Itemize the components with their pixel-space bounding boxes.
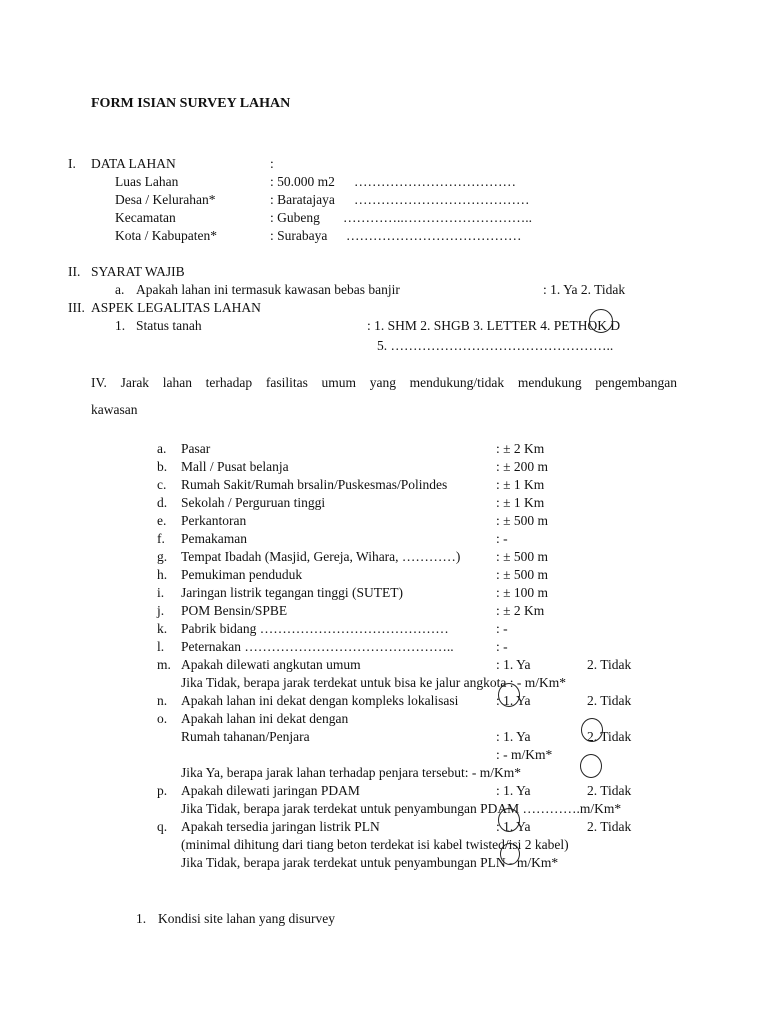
item-letter: o. (157, 711, 168, 726)
pdam-followup: Jika Tidak, berapa jarak terdekat untuk penyambungan PDAM ………….m/Km* (181, 801, 622, 816)
luas-lahan-label: Luas Lahan (115, 174, 179, 189)
kota-label: Kota / Kabupaten* (115, 228, 217, 243)
luas-lahan-dots: ……………………………… (354, 174, 516, 189)
item-label-tempat-ibadah: Tempat Ibadah (Masjid, Gereja, Wihara, …………) (181, 549, 461, 564)
section-3-number: III. (68, 300, 85, 315)
item-value-pemukiman: : ± 500 m (496, 567, 549, 582)
item-letter: d. (157, 495, 168, 510)
item-label-sutet: Jaringan listrik tegangan tinggi (SUTET) (181, 585, 403, 600)
penjara-option-tidak: 2. Tidak (587, 729, 632, 744)
item-letter: f. (157, 531, 165, 546)
pdam-question: Apakah dilewati jaringan PDAM (181, 783, 360, 798)
pdam-option-tidak: 2. Tidak (587, 783, 632, 798)
lokalisasi-option-tidak: 2. Tidak (587, 693, 632, 708)
item-letter: b. (157, 459, 168, 474)
item-label-pemakaman: Pemakaman (181, 531, 247, 546)
section-4-paragraph: IV. Jarak lahan terhadap fasilitas umum yang mendukung/tidak mendukung pengembangan (91, 375, 677, 390)
hand-drawn-circle-penjara-empty (580, 754, 602, 778)
pln-question: Apakah tersedia jaringan listrik PLN (181, 819, 380, 834)
item-value-sutet: : ± 100 m (496, 585, 549, 600)
item-value-pemakaman: : - (496, 531, 508, 546)
lokalisasi-question: Apakah lahan ini dekat dengan kompleks lokalisasi (181, 693, 459, 708)
kecamatan-value: : Gubeng (270, 210, 320, 225)
kota-dots: ………………………………… (346, 228, 522, 243)
banjir-question: Apakah lahan ini termasuk kawasan bebas banjir (136, 282, 400, 297)
item-value-pasar: : ± 2 Km (496, 441, 545, 456)
luas-lahan-value: : 50.000 m2 (270, 174, 335, 189)
hand-drawn-circle-lokalisasi (498, 683, 520, 707)
section-4-paragraph-continued: kawasan (91, 402, 138, 417)
pln-followup: Jika Tidak, berapa jarak terdekat untuk penyambungan PLN - m/Km* (181, 855, 559, 870)
item-label-mall: Mall / Pusat belanja (181, 459, 289, 474)
item-letter: c. (157, 477, 167, 492)
kota-value: : Surabaya (270, 228, 328, 243)
item-value-peternakan: : - (496, 639, 508, 654)
hand-drawn-circle-penjara-tidak (581, 718, 603, 742)
hand-drawn-circle-pethok (589, 309, 613, 333)
item-letter: l. (157, 639, 165, 654)
penjara-distance-value: : - m/Km* (496, 747, 553, 762)
section-2-number: II. (68, 264, 81, 279)
item-letter: n. (157, 693, 168, 708)
item-label-pasar: Pasar (181, 441, 211, 456)
item-letter: g. (157, 549, 168, 564)
item-label-rumah-sakit: Rumah Sakit/Rumah brsalin/Puskesmas/Polindes (181, 477, 448, 492)
angkutan-umum-followup: Jika Tidak, berapa jarak terdekat untuk bisa ke jalur angkota : - m/Km* (181, 675, 567, 690)
penjara-subject: Rumah tahanan/Penjara (181, 729, 310, 744)
item-value-perkantoran: : ± 500 m (496, 513, 549, 528)
pln-option-tidak: 2. Tidak (587, 819, 632, 834)
section-1-heading: DATA LAHAN (91, 156, 176, 171)
item-letter: p. (157, 783, 168, 798)
footer-number: 1. (136, 911, 147, 926)
banjir-options: : 1. Ya 2. Tidak (543, 282, 626, 297)
status-tanah-number: 1. (115, 318, 126, 333)
item-label-pom-bensin: POM Bensin/SPBE (181, 603, 288, 618)
item-letter: m. (157, 657, 171, 672)
item-letter: k. (157, 621, 168, 636)
form-title: FORM ISIAN SURVEY LAHAN (91, 96, 291, 111)
item-label-perkantoran: Perkantoran (181, 513, 247, 528)
item-letter: e. (157, 513, 167, 528)
lokalisasi-option-ya: : 1. Ya (496, 693, 531, 708)
penjara-followup: Jika Ya, berapa jarak lahan terhadap penjara tersebut: - m/Km* (181, 765, 521, 780)
item-label-pabrik: Pabrik bidang …………………………………… (181, 621, 449, 636)
desa-label: Desa / Kelurahan* (115, 192, 216, 207)
status-tanah-option-5: 5. ………………………………………….. (377, 338, 614, 353)
item-value-pabrik: : - (496, 621, 508, 636)
item-value-tempat-ibadah: : ± 500 m (496, 549, 549, 564)
item-letter: h. (157, 567, 168, 582)
hand-drawn-circle-pln-extra (500, 843, 520, 865)
banjir-letter: a. (115, 282, 125, 297)
section-2-heading: SYARAT WAJIB (91, 264, 185, 279)
angkutan-umum-option-tidak: 2. Tidak (587, 657, 632, 672)
section-3-heading: ASPEK LEGALITAS LAHAN (91, 300, 261, 315)
status-tanah-label: Status tanah (136, 318, 202, 333)
angkutan-umum-question: Apakah dilewati angkutan umum (181, 657, 361, 672)
pln-note: (minimal dihitung dari tiang beton terdekat isi kabel twisted/isi 2 kabel) (181, 837, 569, 852)
penjara-question: Apakah lahan ini dekat dengan (181, 711, 349, 726)
angkutan-umum-option-ya: : 1. Ya (496, 657, 531, 672)
desa-dots: ………………………………… (354, 192, 530, 207)
item-letter: i. (157, 585, 165, 600)
item-letter: a. (157, 441, 167, 456)
section-1-colon: : (270, 156, 274, 171)
item-value-rumah-sakit: : ± 1 Km (496, 477, 545, 492)
desa-value: : Baratajaya (270, 192, 335, 207)
item-value-sekolah: : ± 1 Km (496, 495, 545, 510)
item-letter: q. (157, 819, 168, 834)
kecamatan-dots: …………..……………………….. (343, 210, 532, 225)
kecamatan-label: Kecamatan (115, 210, 176, 225)
status-tanah-options: : 1. SHM 2. SHGB 3. LETTER 4. PETHOK D (367, 318, 621, 333)
footer-text: Kondisi site lahan yang disurvey (158, 911, 335, 926)
penjara-option-ya: : 1. Ya (496, 729, 531, 744)
item-value-mall: : ± 200 m (496, 459, 549, 474)
section-1-number: I. (68, 156, 76, 171)
item-value-pom-bensin: : ± 2 Km (496, 603, 545, 618)
item-letter: j. (157, 603, 165, 618)
item-label-pemukiman: Pemukiman penduduk (181, 567, 303, 582)
item-label-sekolah: Sekolah / Perguruan tinggi (181, 495, 326, 510)
hand-drawn-circle-pln (498, 808, 520, 832)
pdam-option-ya: : 1. Ya (496, 783, 531, 798)
pln-option-ya: : 1. Ya (496, 819, 531, 834)
item-label-peternakan: Peternakan ……………………………………….. (181, 639, 454, 654)
